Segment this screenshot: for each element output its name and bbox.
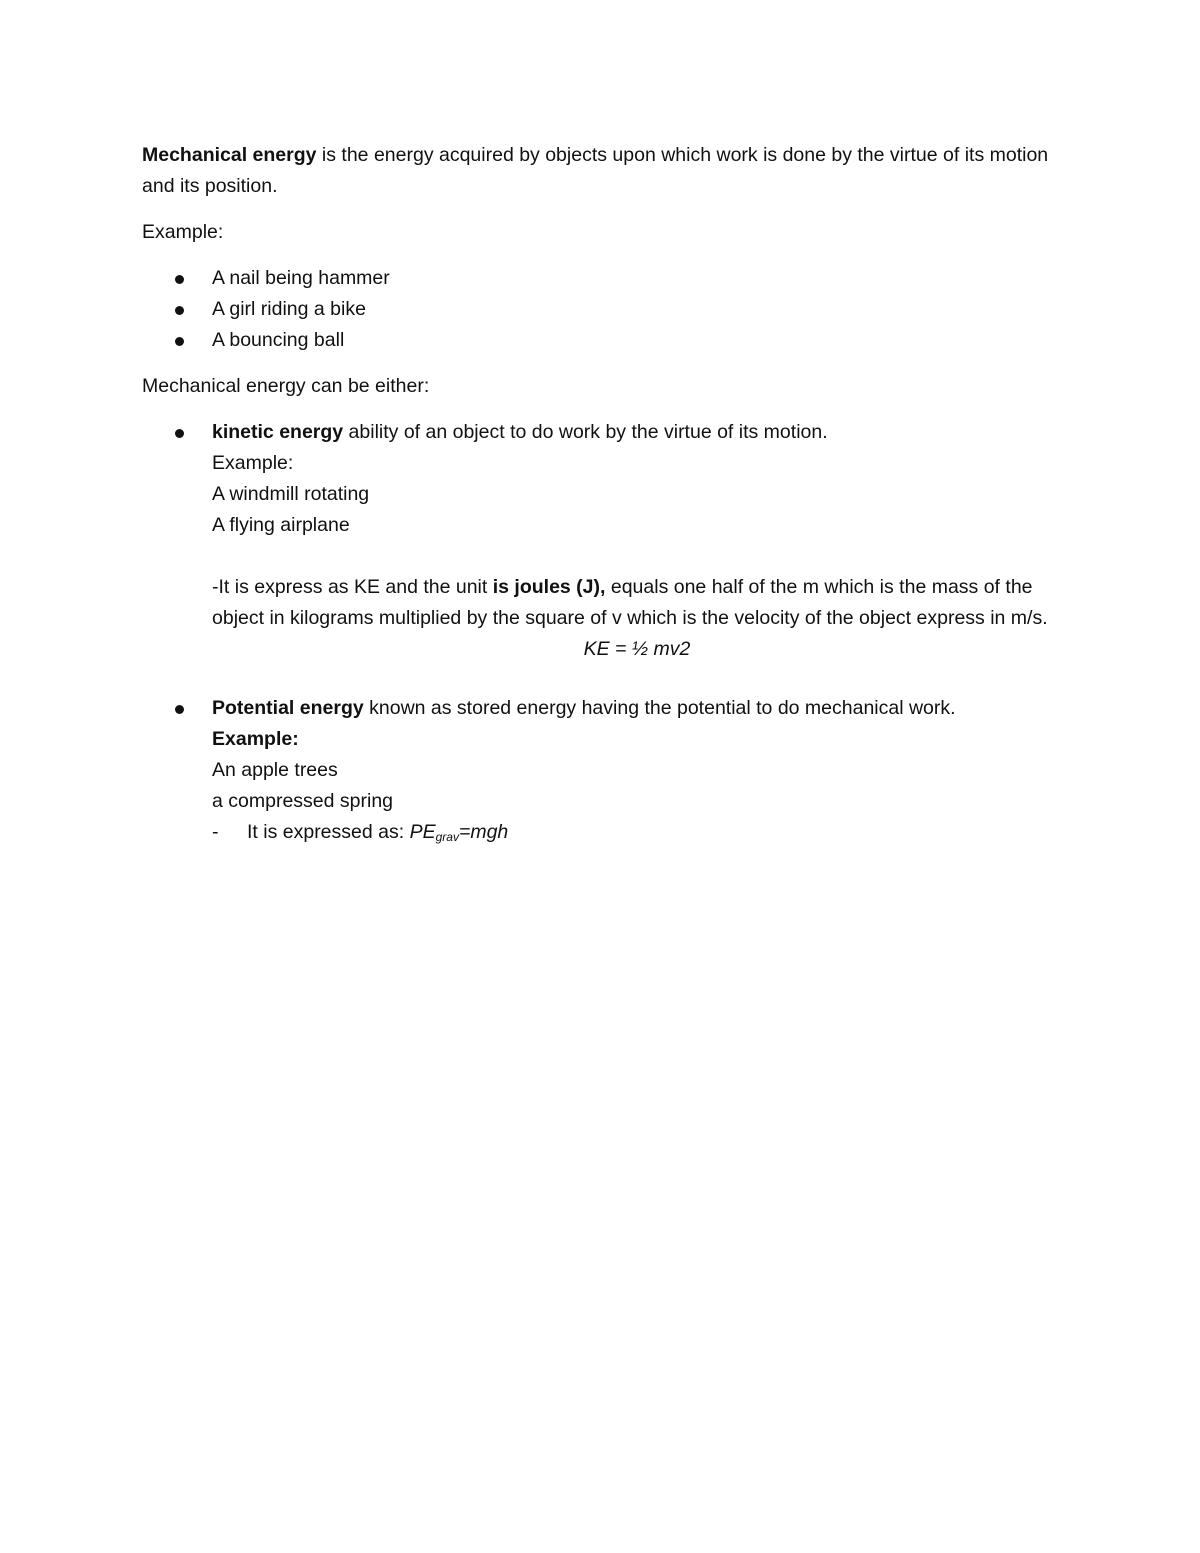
potential-definition — [212, 693, 1062, 724]
list-item-text: A bouncing ball — [212, 329, 345, 351]
potential-expression-label: It is expressed as: — [247, 821, 410, 843]
bullet-icon — [175, 337, 184, 346]
potential-formula — [410, 821, 509, 843]
potential-example: An apple trees — [212, 759, 338, 781]
list-item — [142, 263, 1062, 294]
potential-energy-item — [142, 693, 1062, 848]
list-item-text: A girl riding a bike — [212, 298, 366, 320]
kinetic-expression-part2: equals one half of the m which is the mass of the object in kilograms multiplied by the square of v which is the velocity of the object express in m/s. — [212, 576, 1048, 629]
potential-example-label: Example: — [212, 728, 299, 750]
potential-formula-rest: =mgh — [458, 821, 509, 843]
kinetic-term: kinetic energy — [212, 421, 344, 443]
example-label: Example: — [142, 221, 224, 243]
potential-term: Potential energy — [212, 697, 364, 719]
example-list — [142, 263, 1062, 356]
blank-line — [212, 541, 1062, 572]
either-line: Mechanical energy can be either: — [142, 375, 430, 397]
dash-marker: - — [212, 821, 219, 843]
intro-term: Mechanical energy — [142, 144, 317, 166]
kinetic-formula: KE = ½ mv2 — [583, 638, 691, 660]
kinetic-expression-part1: -It is express as KE and the unit — [212, 576, 493, 598]
kinetic-definition-text: ability of an object to do work by the virtue of its motion. — [343, 421, 828, 443]
intro-text: is the energy acquired by objects upon which work is done by the virtue of its motion and its position. — [142, 144, 1049, 197]
potential-definition-text: known as stored energy having the potential to do mechanical work. — [363, 697, 956, 719]
kinetic-example-label: Example: — [212, 452, 294, 474]
blank-line — [212, 681, 1062, 693]
potential-formula-sub: grav — [435, 830, 459, 844]
bullet-icon — [175, 429, 184, 438]
kinetic-formula-wrap — [212, 634, 1062, 665]
kinetic-definition — [212, 417, 1062, 448]
kinetic-energy-item — [142, 417, 1062, 693]
list-item — [142, 325, 1062, 356]
list-item — [142, 294, 1062, 325]
kinetic-example: A windmill rotating — [212, 483, 370, 505]
kinetic-expression — [212, 572, 1062, 634]
potential-formula-main: PE — [409, 821, 436, 843]
intro-paragraph — [142, 140, 1062, 202]
document-page — [142, 140, 1062, 863]
potential-expression — [212, 817, 1062, 848]
bullet-icon — [175, 275, 184, 284]
potential-example: a compressed spring — [212, 790, 394, 812]
kinetic-example: A flying airplane — [212, 514, 350, 536]
kinetic-expression-unit: is joules (J), — [492, 576, 606, 598]
bullet-icon — [175, 705, 184, 714]
energy-types-list — [142, 417, 1062, 848]
list-item-text: A nail being hammer — [212, 267, 390, 289]
bullet-icon — [175, 306, 184, 315]
